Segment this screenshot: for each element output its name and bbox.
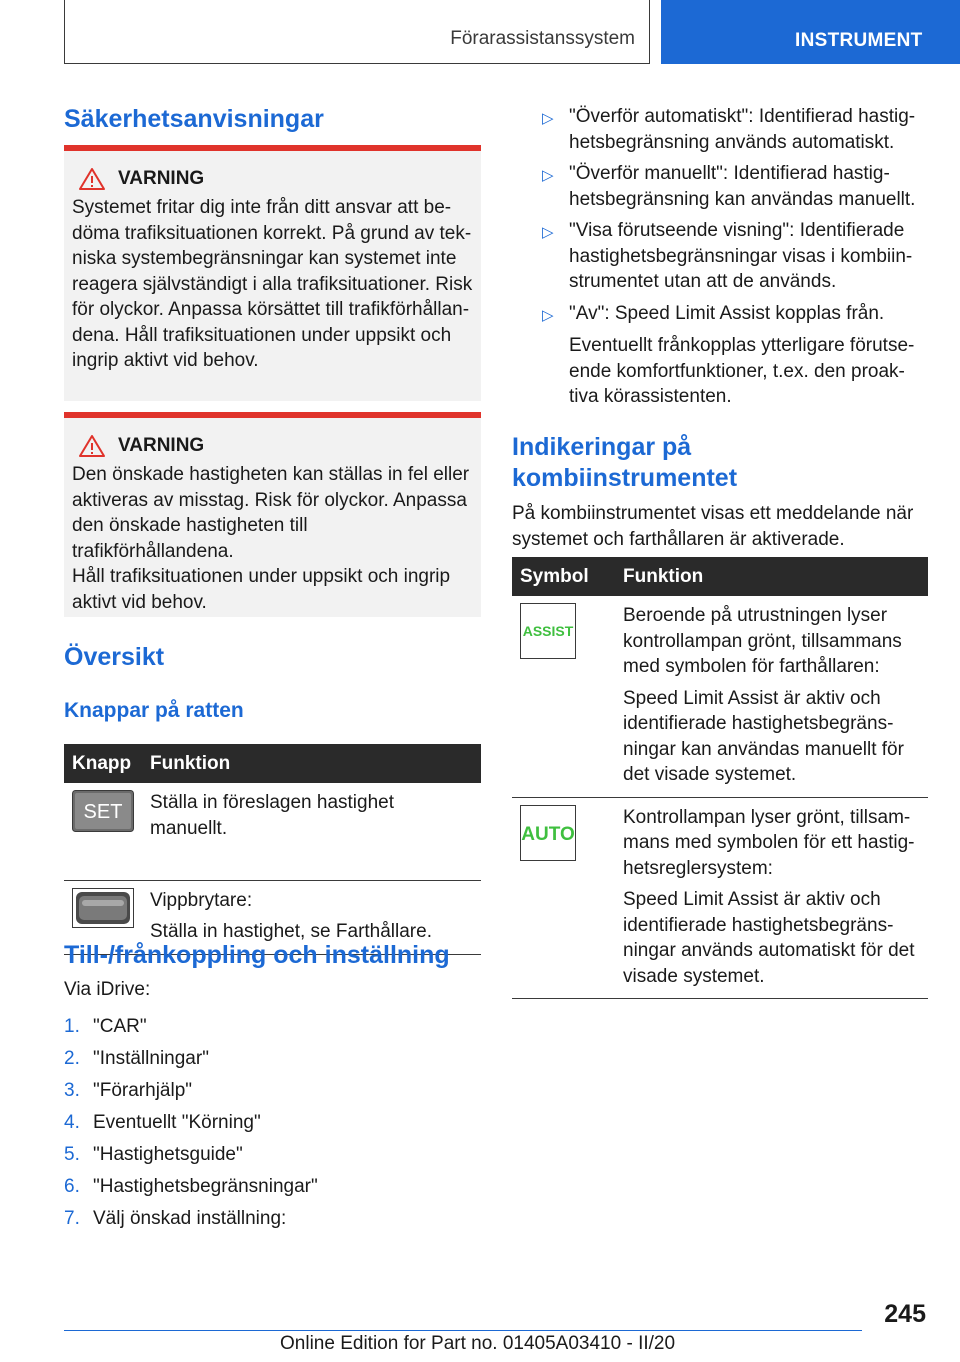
bullet-line: hetsbegränsning används automatiskt.	[569, 131, 895, 153]
bullet-triangle-icon: ▷	[542, 110, 554, 127]
extra-note	[569, 333, 914, 410]
list-item	[64, 1208, 286, 1234]
header-section-title: Förarassistanssystem	[450, 28, 635, 49]
list-number: 7.	[64, 1208, 80, 1229]
indicators-intro	[512, 501, 913, 552]
bullet-line: hastighetsbegränsningar visas i kombiin-	[569, 245, 913, 267]
rocker-switch-icon	[72, 888, 134, 928]
function-text: Ställa in hastighet, se Farthållare.	[150, 921, 432, 942]
warning-line: för olyckor. Anpassa körsättet till trafikförhållan-	[72, 299, 470, 320]
note-line: ende komfortfunktioner, t.ex. den proak-	[569, 360, 905, 382]
bullet-triangle-icon: ▷	[542, 224, 554, 241]
table-row	[512, 797, 928, 999]
function-line: mans med symbolen för ett hastig-	[623, 832, 915, 853]
warning-box-1	[64, 145, 481, 401]
buttons-table	[64, 744, 481, 955]
warning-line: niska systembegränsningar kan systemet inte	[72, 248, 457, 269]
assist-indicator-label: ASSIST	[522, 623, 574, 639]
table-row	[512, 596, 928, 797]
list-number: 1.	[64, 1016, 80, 1037]
table-header-cell: Funktion	[615, 557, 928, 596]
function-line: Speed Limit Assist är aktiv och	[623, 687, 881, 709]
function-line: Kontrollampan lyser grönt, tillsam-	[623, 806, 911, 828]
table-cell-icon	[512, 797, 615, 999]
table-cell-function	[615, 797, 928, 999]
function-line: Beroende på utrustningen lyser	[623, 605, 888, 626]
table-header-cell: Funktion	[142, 744, 481, 783]
table-cell-function	[615, 596, 928, 797]
warning-text	[72, 462, 473, 615]
bullet-item	[512, 104, 928, 155]
table-cell-icon	[512, 596, 615, 797]
bullet-item	[512, 218, 928, 295]
table-header-cell: Symbol	[512, 557, 615, 596]
function-line: kontrollampan grönt, tillsammans	[623, 630, 902, 652]
list-text: Välj önskad inställning:	[93, 1208, 287, 1229]
bullet-line: "Av": Speed Limit Assist kopplas från.	[569, 303, 885, 324]
function-line: det visade systemet.	[623, 764, 797, 785]
table-header-row	[64, 744, 481, 783]
list-text: "Hastighetsbegränsningar"	[93, 1176, 318, 1197]
function-text: Vippbrytare:	[150, 889, 253, 911]
function-line: ningar används automatiskt för det	[623, 940, 915, 961]
buttons-subheading: Knappar på ratten	[64, 699, 244, 722]
function-line: ningar kan användas manuellt för	[623, 738, 904, 760]
bullet-line: strumentet utan att de används.	[569, 271, 837, 292]
warning-line: Systemet fritar dig inte från ditt ansvar att be-	[72, 197, 452, 218]
list-item	[64, 1080, 192, 1106]
list-number: 6.	[64, 1176, 80, 1197]
toggle-heading: Till-/frånkoppling och inställning	[64, 941, 450, 969]
assist-indicator-icon	[520, 603, 576, 659]
auto-indicator-label: AUTO	[521, 823, 575, 845]
warning-line: dena. Håll trafiksituationen under uppsikt och	[72, 324, 452, 346]
list-text: "Hastighetsguide"	[93, 1144, 243, 1165]
list-text: Eventuellt "Körning"	[93, 1112, 261, 1133]
function-line: med symbolen för farthållaren:	[623, 656, 880, 677]
heading-line: Indikeringar på	[512, 433, 692, 461]
safety-heading: Säkerhetsanvisningar	[64, 105, 324, 133]
list-text: "Förarhjälp"	[93, 1080, 193, 1101]
list-item	[64, 1112, 261, 1138]
list-item	[64, 1176, 318, 1202]
list-item	[64, 1048, 209, 1074]
warning-text	[72, 195, 473, 374]
table-header-row	[512, 557, 928, 596]
warning-triangle-icon	[78, 434, 106, 458]
bullet-line: "Överför manuellt": Identifierad hastig-	[569, 163, 890, 184]
indicators-heading	[512, 432, 737, 494]
intro-line: systemet och farthållaren är aktiverade.	[512, 528, 845, 550]
warning-line: den önskade hastigheten till trafikförhållandena.	[72, 515, 308, 562]
note-line: Eventuellt frånkopplas ytterligare förutse-	[569, 335, 915, 356]
bullet-line: hetsbegränsning kan användas manuellt.	[569, 188, 916, 210]
bullet-line: "Överför automatiskt": Identifierad hastig-	[569, 106, 916, 127]
warning-line: Den önskade hastigheten kan ställas in fel eller	[72, 464, 470, 485]
note-line: tiva körassistenten.	[569, 386, 732, 407]
bullet-triangle-icon: ▷	[542, 167, 554, 184]
table-header-cell: Knapp	[64, 744, 142, 783]
footer-divider	[64, 1330, 862, 1331]
warning-label: VARNING	[118, 168, 205, 189]
symbol-table	[512, 557, 928, 999]
bullet-item	[512, 161, 928, 212]
overview-heading: Översikt	[64, 643, 165, 671]
header-chapter-title: INSTRUMENT	[795, 30, 923, 51]
list-item	[64, 1016, 147, 1042]
warning-label: VARNING	[118, 435, 205, 456]
function-line: identifierade hastighetsbegräns-	[623, 914, 894, 936]
table-cell-icon	[64, 783, 142, 880]
intro-line: På kombiinstrumentet visas ett meddelande när	[512, 503, 914, 524]
warning-line: aktiveras av misstag. Risk för olyckor. Anpassa	[72, 489, 467, 511]
list-text: "Inställningar"	[93, 1048, 209, 1069]
heading-line: kombiinstrumentet	[512, 464, 738, 492]
auto-indicator-icon	[520, 805, 576, 861]
header-section-box	[64, 0, 650, 64]
function-paragraph	[623, 805, 920, 882]
function-line: visade systemet.	[623, 965, 765, 987]
footer-edition: Online Edition for Part no. 01405A03410 - II/20	[280, 1333, 676, 1354]
set-button-icon	[72, 790, 134, 832]
table-row	[64, 783, 481, 880]
list-number: 5.	[64, 1144, 80, 1165]
page-number: 245	[884, 1300, 926, 1328]
warning-box-2	[64, 412, 481, 617]
function-paragraph	[623, 603, 920, 680]
warning-triangle-icon	[78, 167, 106, 191]
list-number: 2.	[64, 1048, 80, 1069]
via-text: Via iDrive:	[64, 979, 151, 1000]
list-text: "CAR"	[93, 1016, 147, 1037]
warning-line: aktivt vid behov.	[72, 591, 207, 613]
bullet-triangle-icon: ▷	[542, 307, 554, 324]
warning-line: ingrip aktivt vid behov.	[72, 350, 259, 371]
function-line: hetsreglersystem:	[623, 857, 773, 879]
function-paragraph	[623, 887, 920, 989]
bullet-item	[512, 301, 928, 329]
table-cell-function	[142, 783, 481, 880]
function-text: Ställa in föreslagen hastighet manuellt.	[150, 792, 394, 839]
function-line: identifierade hastighetsbegräns-	[623, 713, 894, 734]
function-line: Speed Limit Assist är aktiv och	[623, 889, 881, 910]
list-item	[64, 1144, 243, 1170]
list-number: 4.	[64, 1112, 80, 1133]
warning-line: döma trafiksituationen korrekt. På grund av tek-	[72, 222, 472, 244]
header-chapter-tab[interactable]	[661, 0, 960, 64]
function-paragraph	[623, 686, 920, 788]
warning-line: reagera självständigt i alla trafiksituationer. Risk	[72, 273, 473, 295]
warning-line: Håll trafiksituationen under uppsikt och ingrip	[72, 566, 451, 587]
list-number: 3.	[64, 1080, 80, 1101]
set-button-label: SET	[83, 801, 123, 823]
bullet-line: "Visa förutseende visning": Identifierade	[569, 220, 905, 241]
